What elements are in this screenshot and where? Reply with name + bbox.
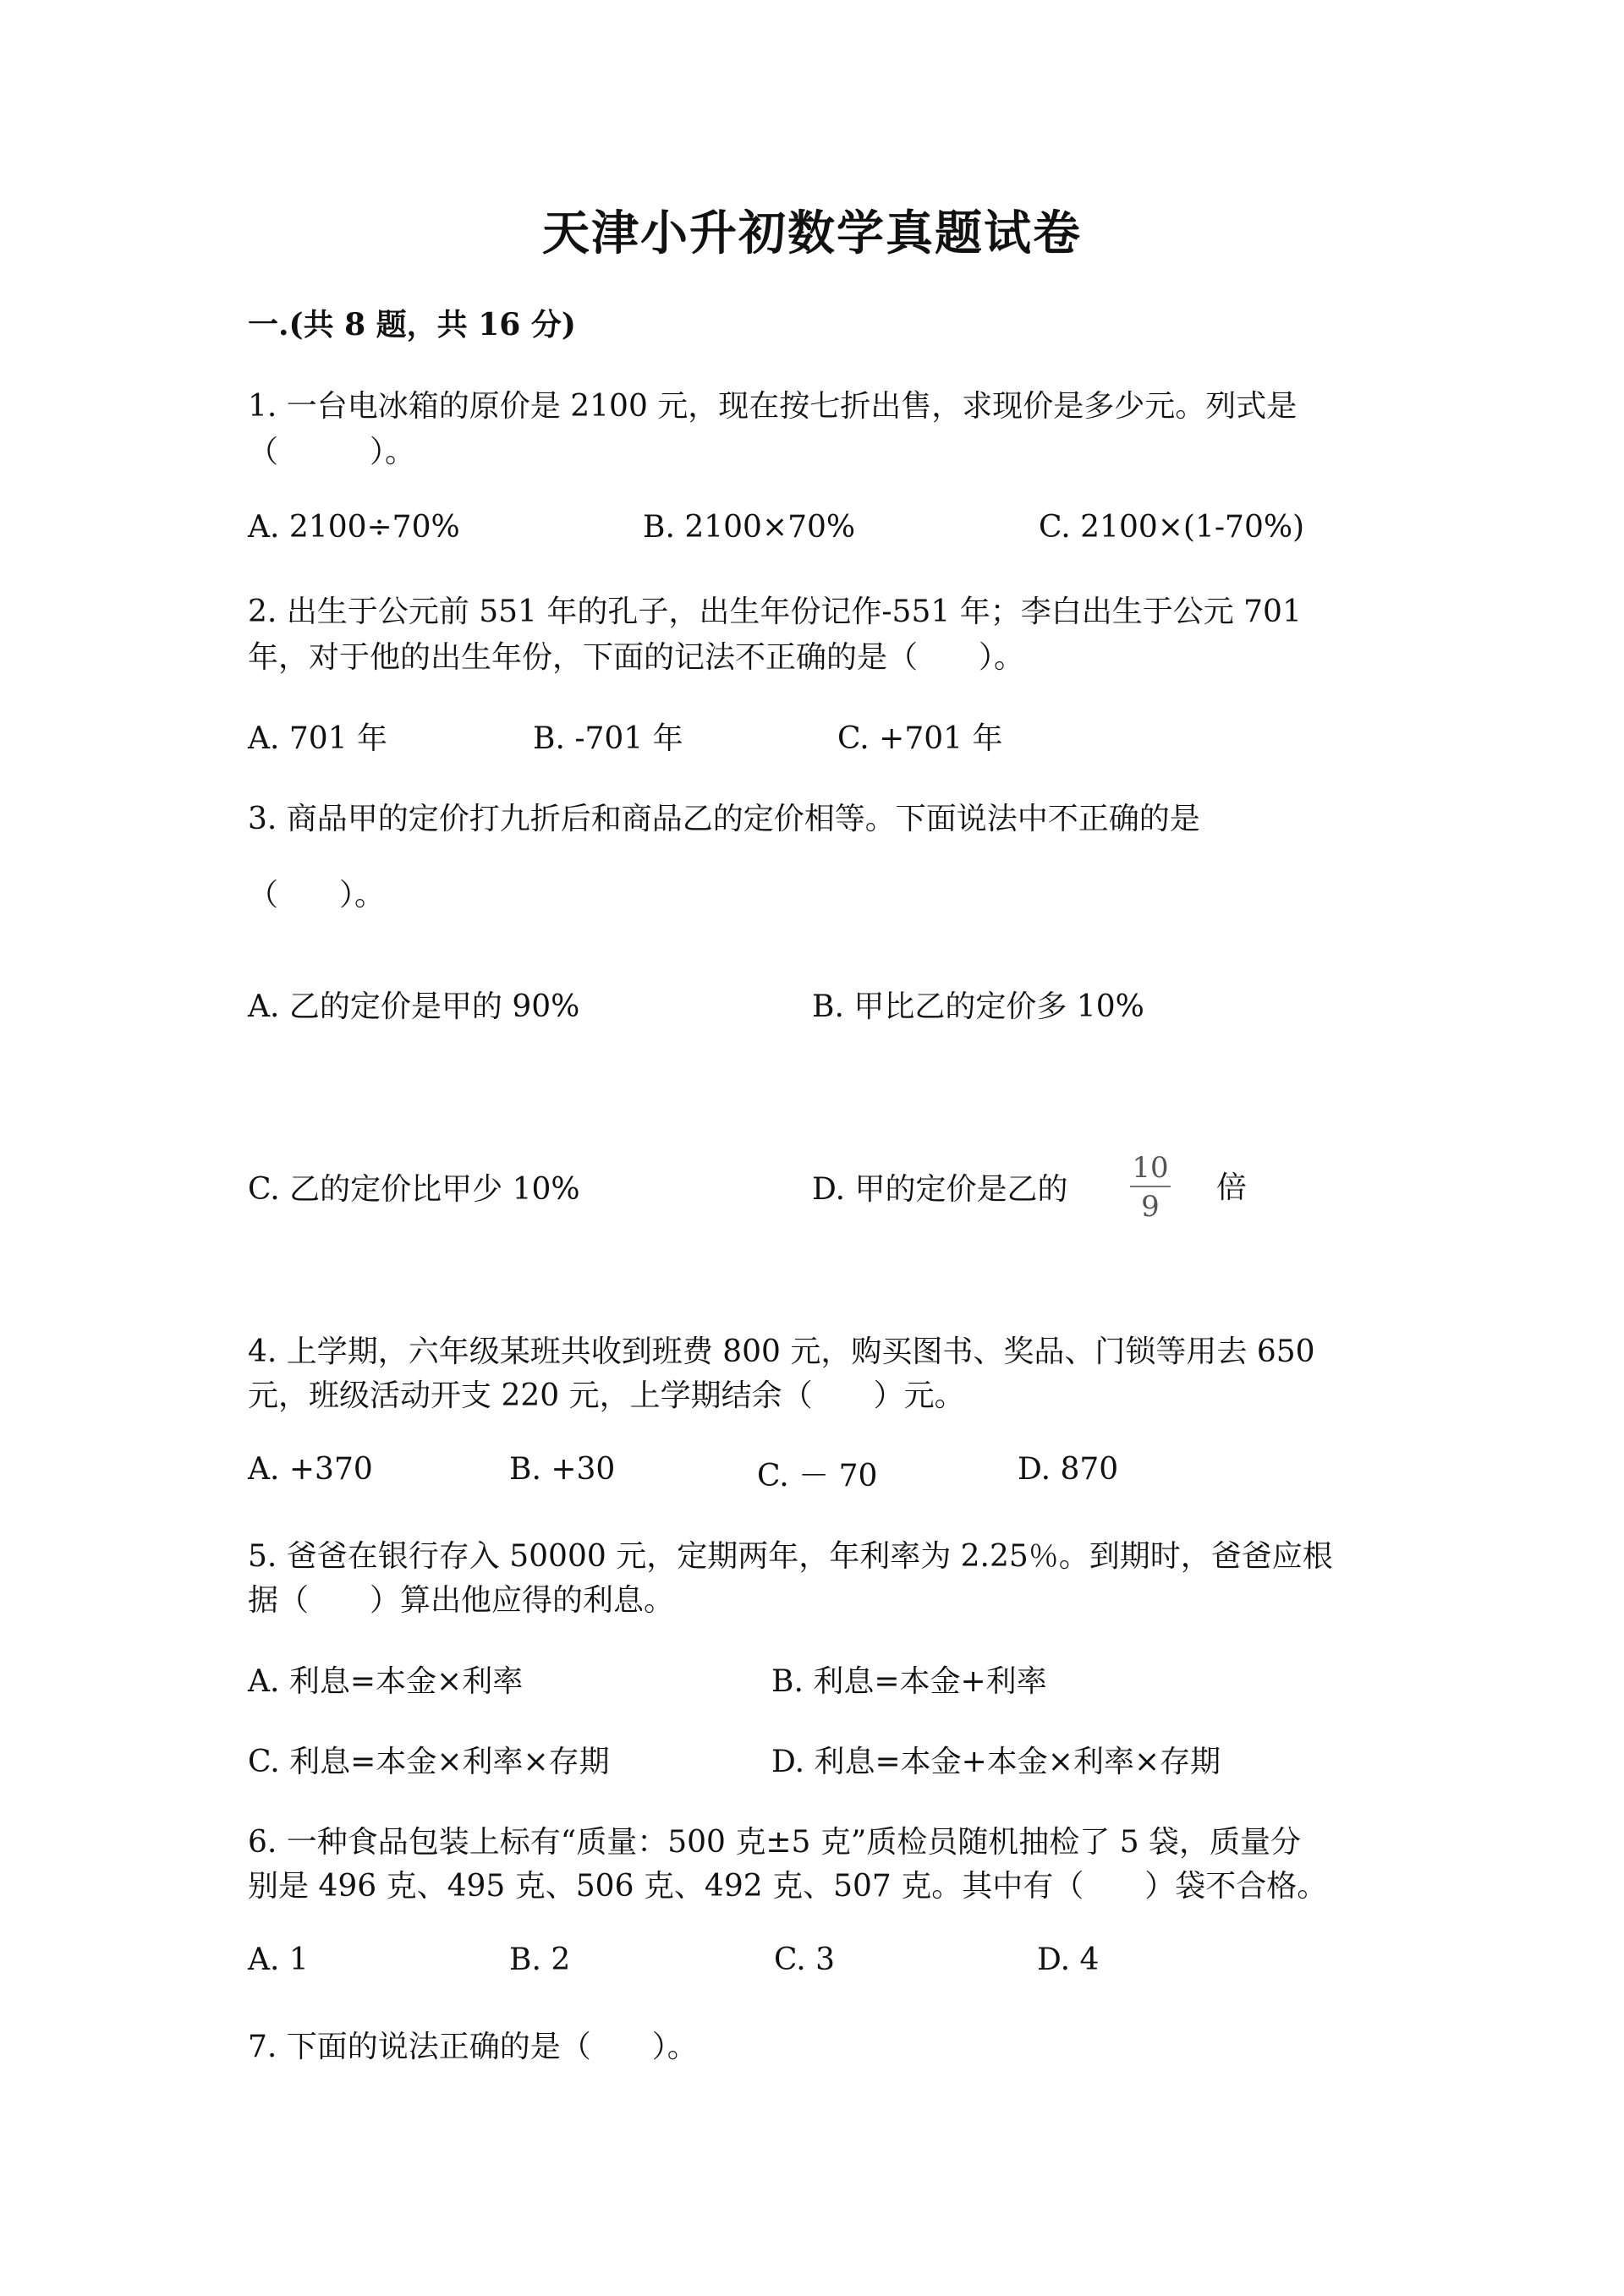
question-3-option-d-suffix: 倍 [1216, 1170, 1248, 1205]
question-5-text: 5. 爸爸在银行存入 50000 元，定期两年，年利率为 2.25％。到期时，爸爸应根 [248, 1539, 1333, 1574]
question-4-text-continued: 元，班级活动开支 220 元，上学期结余（ ）元。 [248, 1378, 965, 1413]
question-7-text: 7. 下面的说法正确的是（ ）。 [248, 2030, 698, 2064]
question-4-option-c: C. － 70 [757, 1459, 878, 1493]
question-6-text: 6. 一种食品包装上标有“质量：500 克±5 克”质检员随机抽检了 5 袋，质量分 [248, 1825, 1302, 1860]
question-2-text: 2. 出生于公元前 551 年的孔子，出生年份记作-551 年；李白出生于公元 701 [248, 595, 1302, 629]
question-5-option-a: A. 利息=本金×利率 [248, 1664, 524, 1699]
fraction-numerator: 10 [1132, 1151, 1169, 1185]
question-4-text: 4. 上学期，六年级某班共收到班费 800 元，购买图书、奖品、门锁等用去 650 [248, 1334, 1315, 1369]
question-3-blank: （ ）。 [248, 878, 386, 912]
question-2-option-c: C. +701 年 [837, 721, 1003, 756]
question-4-option-b: B. +30 [509, 1452, 616, 1487]
question-6-text-continued: 别是 496 克、495 克、506 克、492 克、507 克。其中有（ ）袋不合格。 [248, 1869, 1328, 1904]
question-1-option-c: C. 2100×(1-70%) [1039, 510, 1305, 545]
question-5-option-c: C. 利息=本金×利率×存期 [248, 1745, 610, 1779]
question-1-option-a: A. 2100÷70% [248, 510, 460, 545]
question-4-option-a: A. +370 [248, 1452, 373, 1487]
question-3-option-c: C. 乙的定价比甲少 10% [248, 1172, 580, 1207]
question-5-text-continued: 据（ ）算出他应得的利息。 [248, 1583, 675, 1618]
page-title: 天津小升初数学真题试卷 [542, 205, 1082, 261]
question-6-option-d: D. 4 [1037, 1943, 1100, 1977]
section-heading: 一.(共 8 题，共 16 分) [248, 307, 576, 342]
question-6-option-b: B. 2 [509, 1943, 571, 1977]
question-3-option-b: B. 甲比乙的定价多 10% [812, 989, 1144, 1024]
fraction-denominator: 9 [1141, 1190, 1160, 1224]
question-5-option-d: D. 利息=本金+本金×利率×存期 [771, 1745, 1221, 1779]
fraction-ten-ninths [1125, 1151, 1176, 1224]
question-3-option-a: A. 乙的定价是甲的 90% [248, 989, 580, 1024]
question-4-option-d: D. 870 [1018, 1452, 1119, 1487]
question-3-text: 3. 商品甲的定价打九折后和商品乙的定价相等。下面说法中不正确的是 [248, 802, 1200, 836]
question-2-option-b: B. -701 年 [533, 721, 683, 756]
question-2-option-a: A. 701 年 [248, 721, 388, 756]
question-5-option-b: B. 利息=本金+利率 [771, 1664, 1047, 1699]
question-6-option-c: C. 3 [774, 1943, 836, 1977]
question-6-option-a: A. 1 [248, 1943, 309, 1977]
question-1-blank: （ ）。 [248, 435, 416, 469]
question-3-option-d: D. 甲的定价是乙的 [812, 1172, 1068, 1207]
question-2-text-continued: 年，对于他的出生年份，下面的记法不正确的是（ ）。 [248, 640, 1025, 675]
question-1-text: 1. 一台电冰箱的原价是 2100 元，现在按七折出售，求现价是多少元。列式是 [248, 389, 1298, 424]
question-1-option-b: B. 2100×70% [643, 510, 856, 545]
